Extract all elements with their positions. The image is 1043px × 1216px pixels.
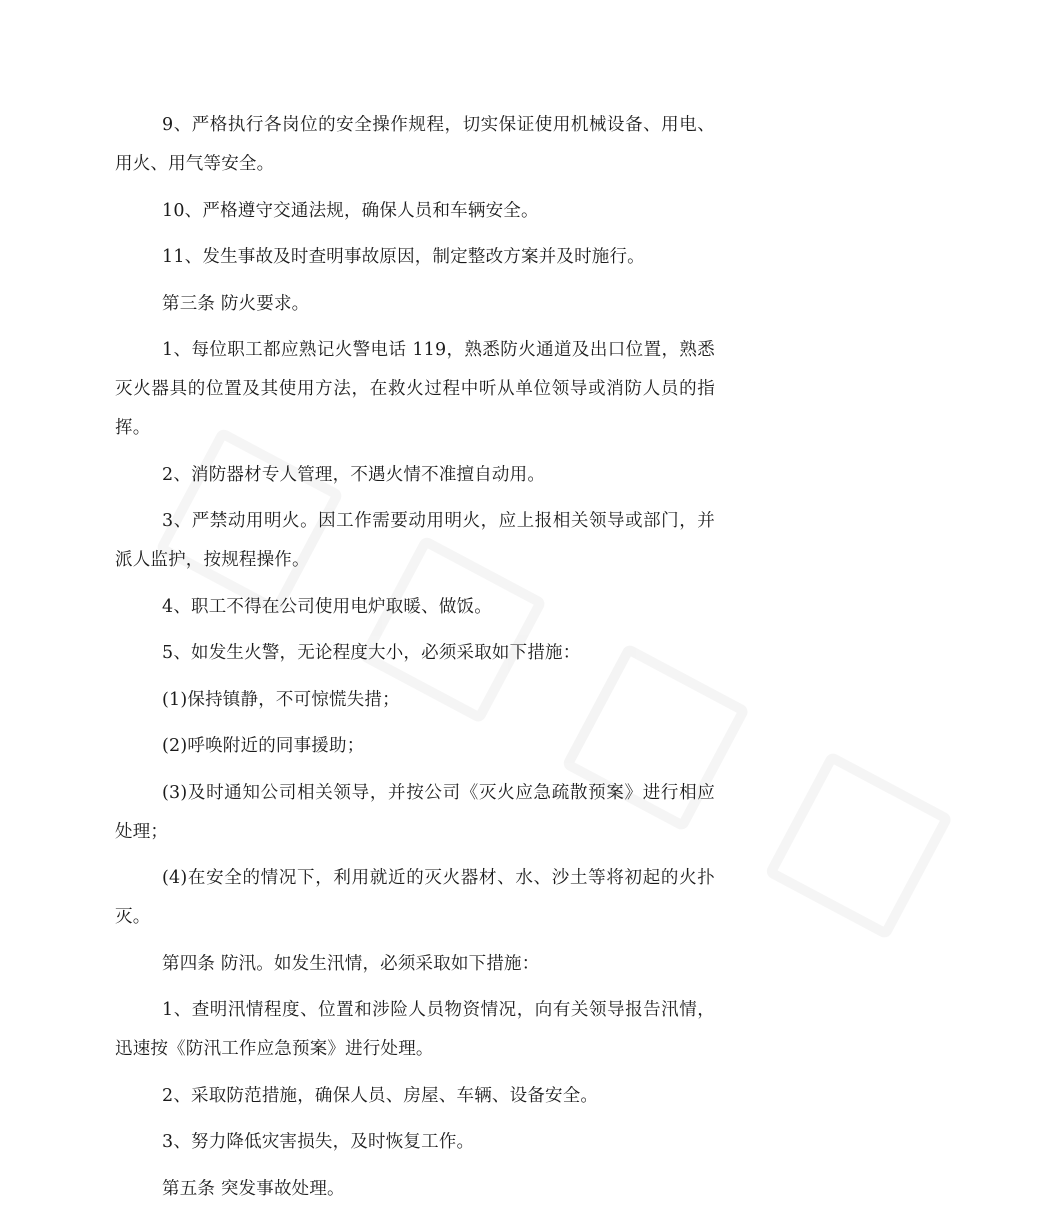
paragraph-flood-item-2: 2、采取防范措施，确保人员、房屋、车辆、设备安全。 xyxy=(162,1085,599,1106)
paragraph-item-11-accidents: 11、发生事故及时查明事故原因，制定整改方案并及时施行。 xyxy=(162,247,645,267)
watermark-glyph xyxy=(764,751,953,940)
section-heading-article-5: 第五条 突发事故处理。 xyxy=(162,1178,345,1199)
section-heading-article-4: 第四条 防汛。如发生汛情，必须采取如下措施： xyxy=(162,953,540,974)
document-body xyxy=(115,106,715,1216)
paragraph-fire-subitem-3: (3)及时通知公司相关领导，并按公司《灭火应急疏散预案》进行相应处理； xyxy=(115,782,715,842)
paragraph-fire-subitem-1: (1)保持镇静，不可惊慌失措； xyxy=(162,689,400,710)
paragraph-flood-item-1: 1、查明汛情程度、位置和涉险人员物资情况，向有关领导报告汛情，迅速按《防汛工作应急预案》进行处理。 xyxy=(115,1000,715,1059)
paragraph-item-9-operating-rules: 9、严格执行各岗位的安全操作规程，切实保证使用机械设备、用电、用火、用气等安全。 xyxy=(115,115,715,174)
paragraph-item-10-traffic: 10、严格遵守交通法规，确保人员和车辆安全。 xyxy=(162,200,539,221)
paragraph-fire-item-5: 5、如发生火警，无论程度大小，必须采取如下措施： xyxy=(162,643,581,663)
paragraph-fire-item-3: 3、严禁动用明火。因工作需要动用明火，应上报相关领导或部门，并派人监护，按规程操作。 xyxy=(115,511,715,570)
section-heading-article-3: 第三条 防火要求。 xyxy=(162,293,310,314)
paragraph-fire-subitem-4: (4)在安全的情况下，利用就近的灭火器材、水、沙土等将初起的火扑灭。 xyxy=(115,868,715,927)
paragraph-flood-item-3: 3、努力降低灾害损失，及时恢复工作。 xyxy=(162,1132,475,1152)
paragraph-fire-item-2: 2、消防器材专人管理，不遇火情不准擅自动用。 xyxy=(162,464,546,485)
paragraph-fire-item-4: 4、职工不得在公司使用电炉取暖、做饭。 xyxy=(162,596,492,617)
paragraph-fire-subitem-2: (2)呼唤附近的同事援助； xyxy=(162,736,365,756)
paragraph-fire-item-1: 1、每位职工都应熟记火警电话 119，熟悉防火通道及出口位置，熟悉灭火器具的位置及其使用方法，在救火过程中听从单位领导或消防人员的指挥。 xyxy=(115,340,715,438)
